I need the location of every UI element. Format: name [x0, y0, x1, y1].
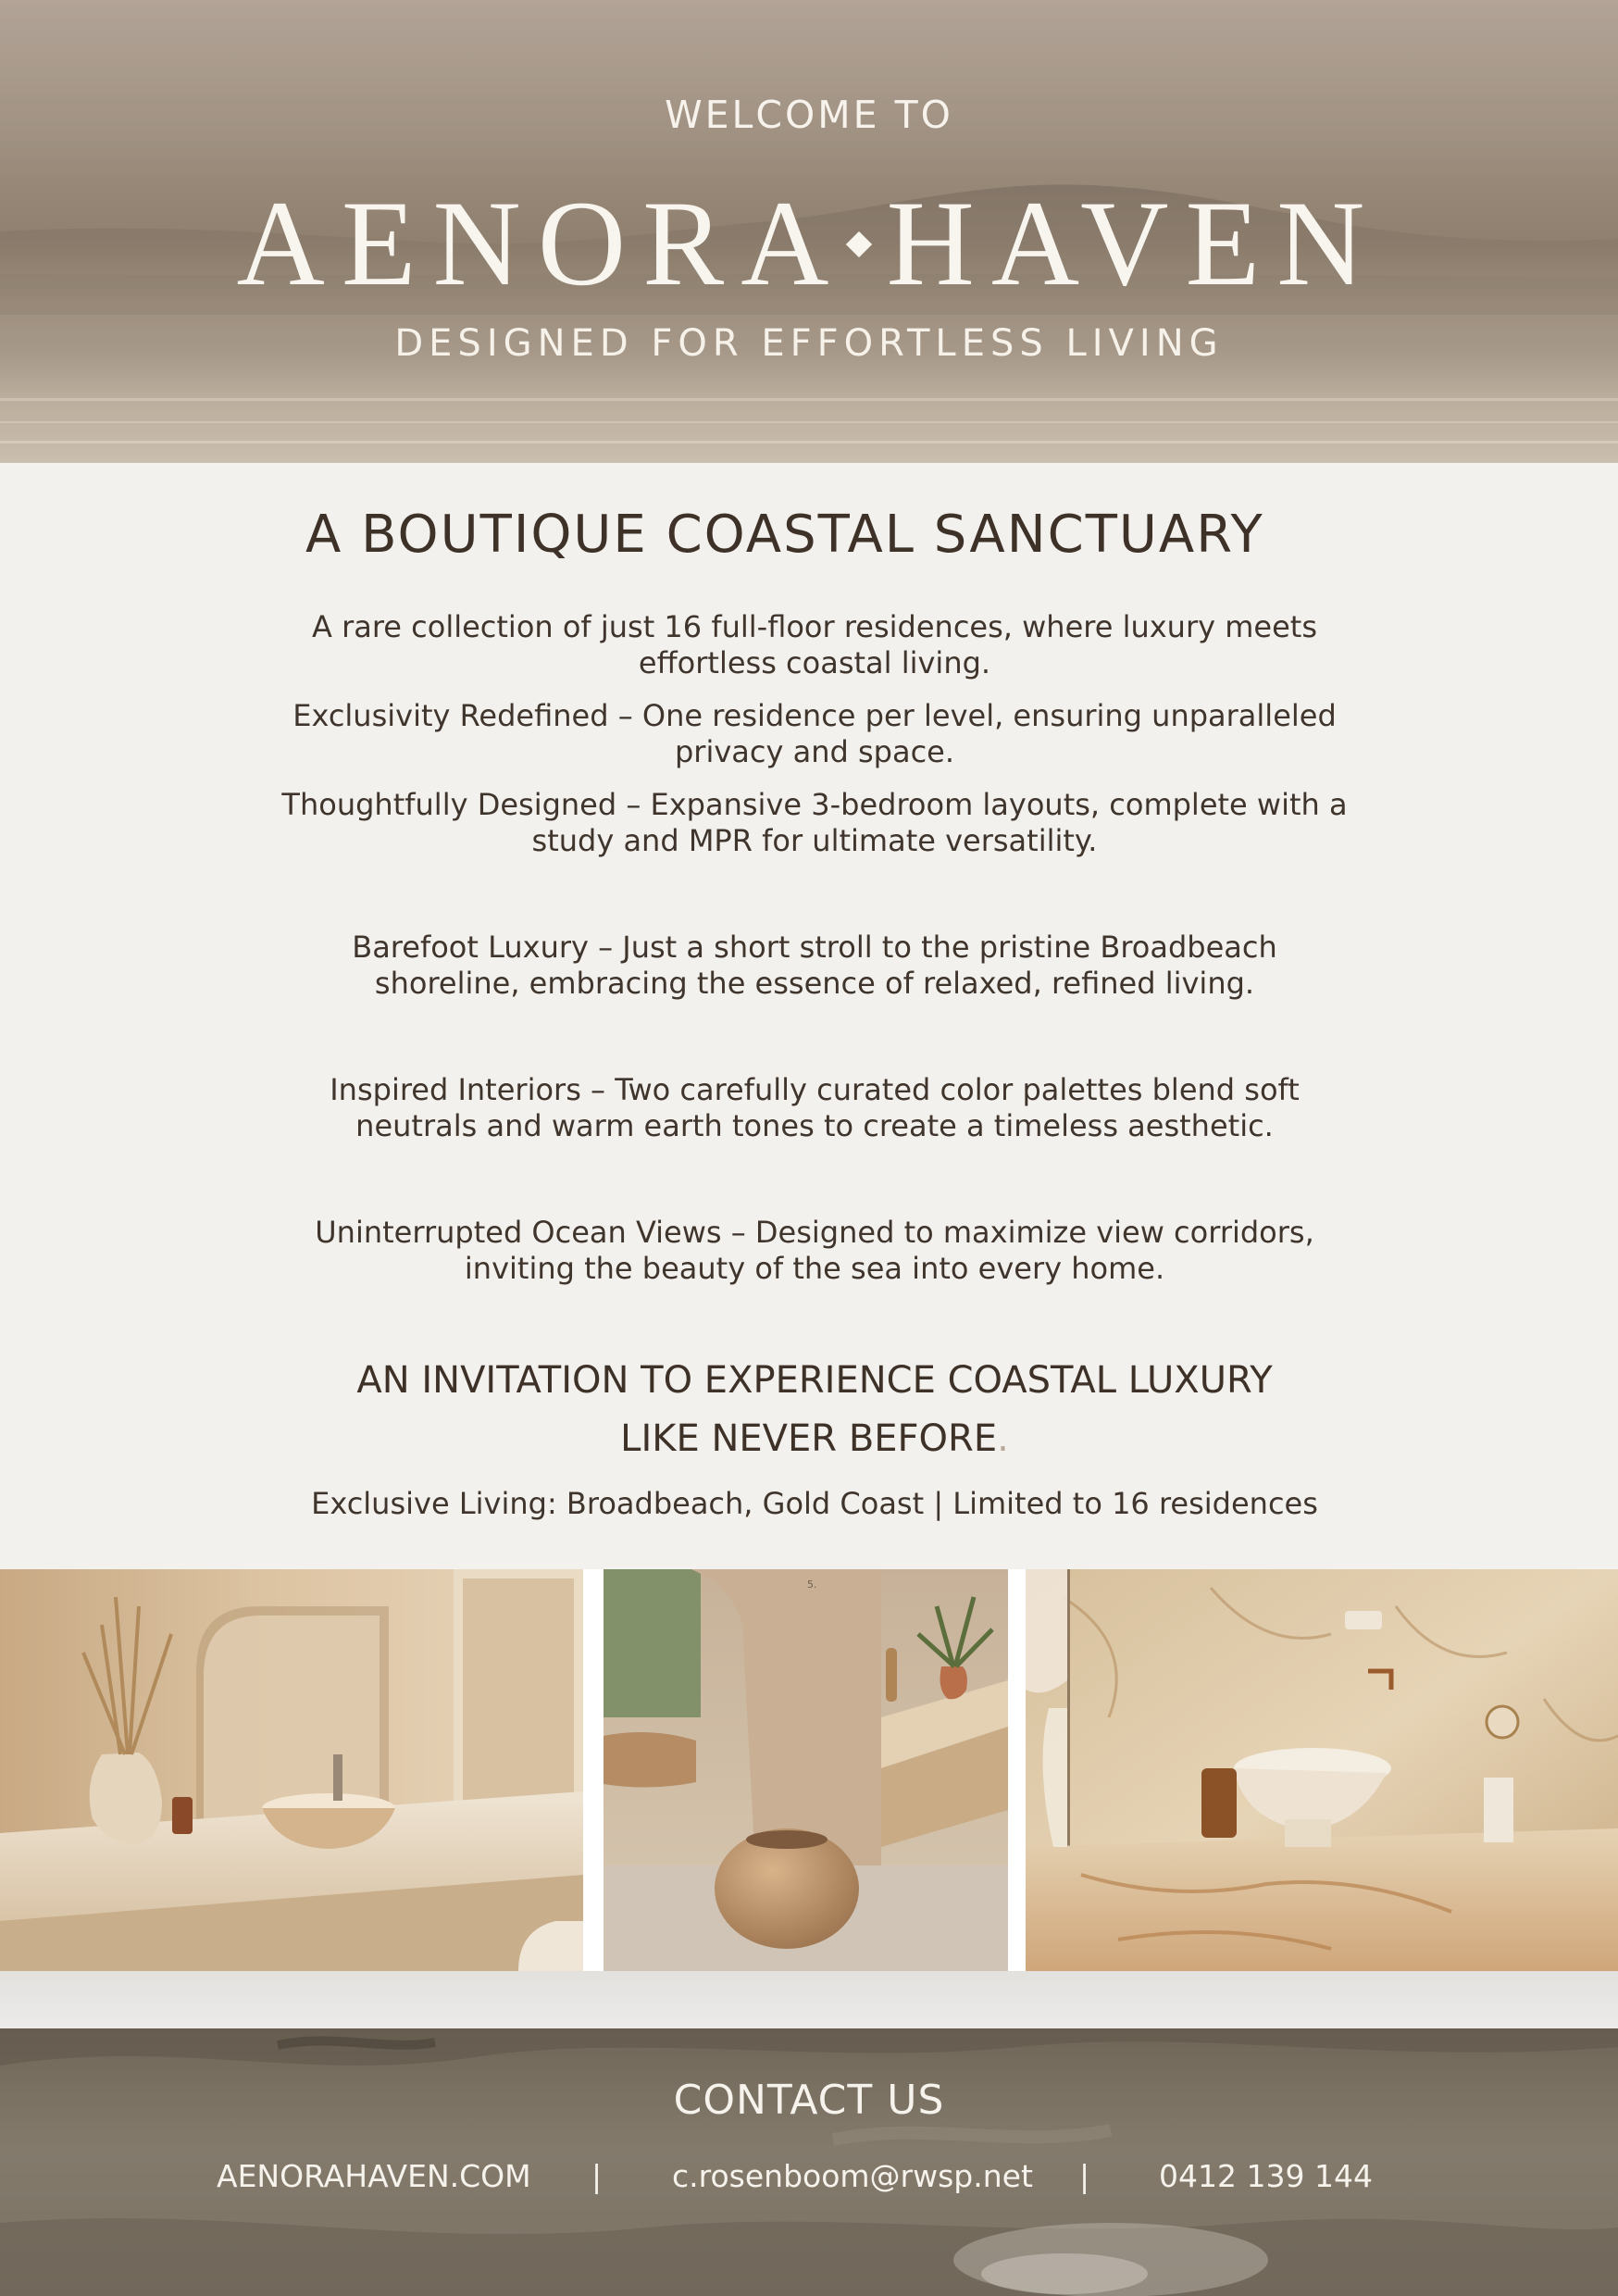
intro-paragraph: A rare collection of just 16 full-floor residences, where luxury meets effortless coastal living. [312, 609, 1317, 680]
feature-design: Thoughtfully Designed – Expansive 3-bedroom layouts, complete with a study and MPR for ultimate versatility. [281, 787, 1348, 858]
phone-number[interactable]: 0412 139 144 [1159, 2158, 1373, 2194]
intro-section [0, 463, 1618, 1569]
brand-tagline: DESIGNED FOR EFFORTLESS LIVING [394, 322, 1224, 365]
feature-barefoot-luxury: Barefoot Luxury – Just a short stroll to the pristine Broadbeach shoreline, embracing the essence of relaxed, refined living. [352, 930, 1277, 1001]
contact-heading: CONTACT US [673, 2077, 945, 2124]
welcome-text: WELCOME TO [665, 93, 953, 137]
feature-exclusivity: Exclusivity Redefined – One residence per level, ensuring unparalleled privacy and space. [292, 698, 1337, 769]
invitation-line-1: AN INVITATION TO EXPERIENCE COASTAL LUXURY [356, 1359, 1273, 1402]
gallery-photo-marble-bathroom [1026, 1569, 1618, 1971]
exclusive-living-line: Exclusive Living: Broadbeach, Gold Coast | Limited to 16 residences [311, 1486, 1318, 1521]
interior-gallery [0, 1569, 1618, 1971]
feature-ocean-views: Uninterrupted Ocean Views – Designed to maximize view corridors, inviting the beauty of the sea into every home. [315, 1215, 1314, 1286]
invitation-period: . [997, 1417, 1009, 1460]
contact-separator: | [1079, 2158, 1090, 2194]
hero-banner [0, 0, 1618, 463]
feature-interiors: Inspired Interiors – Two carefully curated color palettes blend soft neutrals and warm earth tones to create a timeless aesthetic. [330, 1072, 1300, 1143]
brand-logo [0, 174, 1618, 313]
photo-mark: 5. [807, 1578, 817, 1591]
gallery-photo-stone-wall [604, 1569, 1008, 1971]
brand-name-left: AENORA [236, 175, 846, 311]
divider-band [0, 1971, 1618, 2028]
invitation-heading [231, 1352, 1398, 1468]
gallery-photo-vanity [0, 1569, 583, 1971]
contact-separator: | [591, 2158, 603, 2194]
website-link[interactable]: AENORAHAVEN.COM [217, 2158, 531, 2194]
email-link[interactable]: c.rosenboom@rwsp.net [672, 2158, 1033, 2194]
brand-name-right: HAVEN [886, 175, 1382, 311]
diamond-icon [845, 231, 871, 257]
invitation-line-2: LIKE NEVER BEFORE [620, 1417, 998, 1460]
contact-footer [0, 2028, 1618, 2296]
section-heading: A BOUTIQUE COASTAL SANCTUARY [305, 505, 1264, 565]
